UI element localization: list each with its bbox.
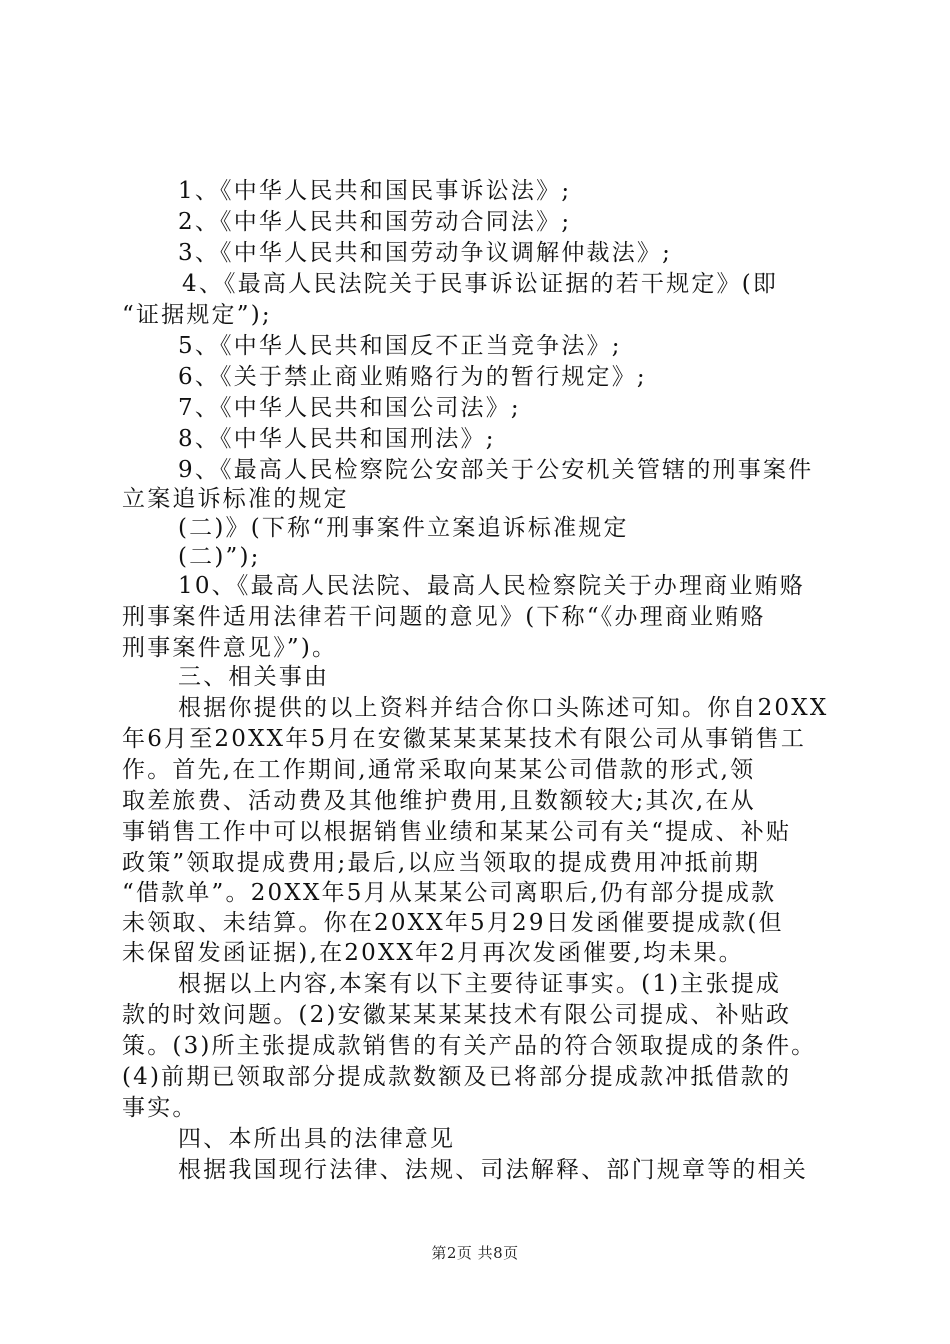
text-line: 事销售工作中可以根据销售业绩和某某公司有关“提成、补贴: [122, 819, 792, 845]
text-line: 8、《中华人民共和国刑法》;: [178, 426, 496, 452]
text-line: 未保留发函证据),在20XX年2月再次发函催要,均未果。: [122, 940, 744, 966]
section-heading: 三、相关事由: [178, 664, 330, 690]
text-line: 根据你提供的以上资料并结合你口头陈述可知。你自20XX: [178, 695, 829, 721]
text-line: 4、《最高人民法院关于民事诉讼证据的若干规定》(即: [182, 271, 779, 297]
text-line: 9、《最高人民检察院公安部关于公安机关管辖的刑事案件: [178, 457, 814, 483]
text-line: 年6月至20XX年5月在安徽某某某某技术有限公司从事销售工: [122, 726, 807, 752]
text-line: 根据我国现行法律、法规、司法解释、部门规章等的相关: [178, 1157, 808, 1183]
text-line: 事实。: [122, 1095, 198, 1121]
text-line: (二)》(下称“刑事案件立案追诉标准规定: [178, 515, 629, 541]
text-line: 2、《中华人民共和国劳动合同法》;: [178, 209, 572, 235]
text-line: 立案追诉标准的规定: [122, 486, 349, 512]
text-line: “证据规定”);: [122, 302, 272, 328]
text-line: 刑事案件意见》”)。: [122, 635, 338, 661]
text-line: 7、《中华人民共和国公司法》;: [178, 395, 521, 421]
text-line: “借款单”。20XX年5月从某某公司离职后,仍有部分提成款: [122, 880, 777, 906]
text-line: 作。首先,在工作期间,通常采取向某某公司借款的形式,领: [122, 757, 756, 783]
text-line: 1、《中华人民共和国民事诉讼法》;: [178, 178, 572, 204]
text-line: 3、《中华人民共和国劳动争议调解仲裁法》;: [178, 240, 673, 266]
text-line: 取差旅费、活动费及其他维护费用,且数额较大;其次,在从: [122, 788, 756, 814]
text-line: 6、《关于禁止商业贿赂行为的暂行规定》;: [178, 364, 647, 390]
text-line: 款的时效问题。(2)安徽某某某某技术有限公司提成、补贴政: [122, 1002, 792, 1028]
text-line: 10、《最高人民法院、最高人民检察院关于办理商业贿赂: [178, 573, 805, 599]
text-line: 未领取、未结算。你在20XX年5月29日发函催要提成款(但: [122, 910, 784, 936]
page-footer: 第2页 共8页: [431, 1244, 519, 1262]
text-line: (4)前期已领取部分提成款数额及已将部分提成款冲抵借款的: [122, 1064, 792, 1090]
text-line: 刑事案件适用法律若干问题的意见》(下称“《办理商业贿赂: [122, 604, 766, 630]
text-line: 根据以上内容,本案有以下主要待证事实。(1)主张提成: [178, 971, 782, 997]
text-line: 5、《中华人民共和国反不正当竞争法》;: [178, 333, 622, 359]
section-heading: 四、本所出具的法律意见: [178, 1126, 456, 1152]
text-line: 政策”领取提成费用;最后,以应当领取的提成费用冲抵前期: [122, 850, 761, 876]
text-line: 策。(3)所主张提成款销售的有关产品的符合领取提成的条件。: [122, 1033, 817, 1059]
text-line: (二)”);: [178, 544, 261, 570]
